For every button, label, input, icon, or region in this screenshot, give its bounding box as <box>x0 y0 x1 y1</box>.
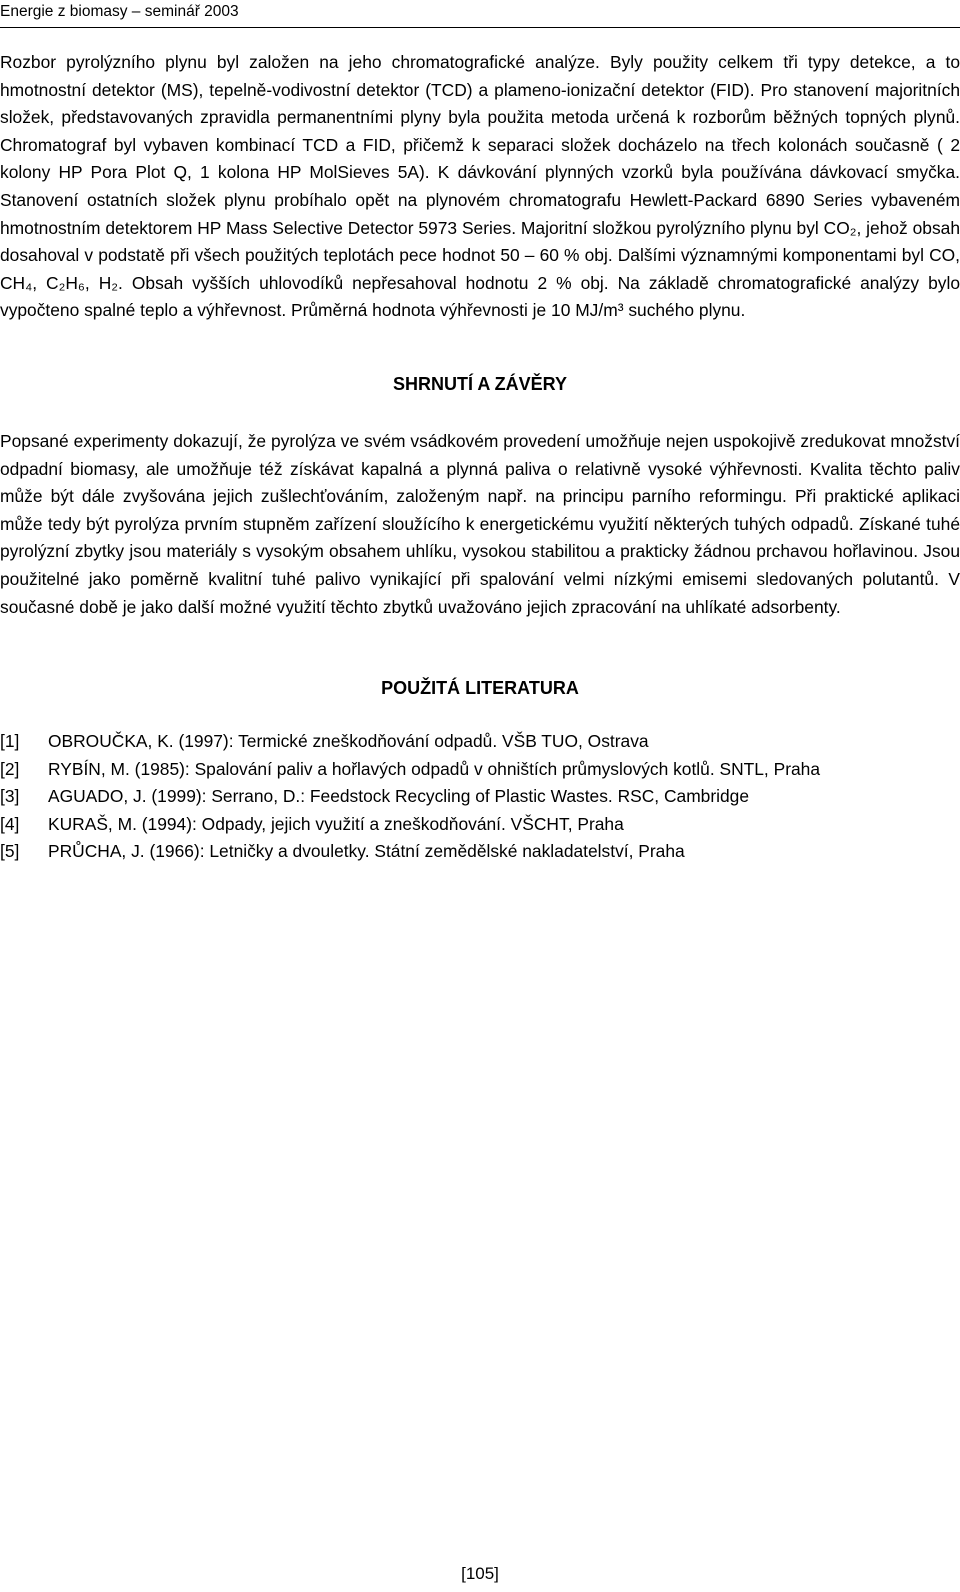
reference-number: [2] <box>0 758 20 779</box>
reference-number: [4] <box>0 813 20 834</box>
reference-number: [5] <box>0 841 20 862</box>
reference-item <box>0 783 960 811</box>
reference-list <box>0 728 960 866</box>
reference-number: [1] <box>0 731 20 751</box>
reference-text: KURAŠ, M. (1994): Odpady, jejich využití a zneškodňování. VŠCHT, Praha <box>48 813 624 834</box>
reference-text: PRŮCHA, J. (1966): Letničky a dvouletky. Státní zemědělské nakladatelství, Praha <box>48 841 685 862</box>
section-heading-references: POUŽITÁ LITERATURA <box>381 678 579 698</box>
page-number: [105] <box>461 1564 499 1583</box>
body-paragraph-conclusions: Popsané experimenty dokazují, že pyrolýza ve svém vsádkovém provedení umožňuje nejen uspokojivě zredukovat množství odpadní biomasy, ale umožňuje též získávat kapalná a plynná paliva o relativně vysoké výhřevnosti. Kvalita těchto paliv může být dále zvyšována jejich zušlechťováním, založeným např. na principu parního reformingu. Při praktické aplikaci může tedy být pyrolýza prvním stupněm zařízení sloužícího k energetickému využití některých tuhých odpadů. Získané tuhé pyrolýzní zbytky jsou materiály s vysokým obsahem uhlíku, vysokou stabilitou a prakticky žádnou prchavou hořlavinou. Jsou použitelné jako poměrně kvalitní tuhé palivo vynikající při spalování velmi nízkými emisemi sledovaných polutantů. V současné době je jako další možné využití těchto zbytků uvažováno jejich zpracování na uhlíkaté adsorbenty. <box>0 431 960 617</box>
running-header: Energie z biomasy – seminář 2003 <box>0 3 239 20</box>
section-heading-summary: SHRNUTÍ A ZÁVĚRY <box>392 374 567 394</box>
reference-number: [3] <box>0 786 20 807</box>
reference-text: RYBÍN, M. (1985): Spalování paliv a hořlavých odpadů v ohništích průmyslových kotlů. SNTL, Praha <box>48 758 821 779</box>
reference-item <box>0 728 960 756</box>
header-divider <box>0 27 960 28</box>
body-paragraph-analysis: Rozbor pyrolýzního plynu byl založen na jeho chromatografické analýze. Byly použity celkem tři typy detekce, a to hmotnostní detektor (MS), tepelně-vodivostní detektor (TCD) a plameno-ionizační detektor (FID). Pro stanovení majoritních složek, představovaných zpravidla permanentními plyny byla použita metoda určená k rozborům běžných topných plynů. Chromatograf byl vybaven kombinací TCD a FID, přičemž k separaci složek docházelo na třech kolonách současně ( 2 kolony HP Pora Plot Q, 1 kolona HP MolSieves 5A). K dávkování plynných vzorků byla používána dávkovací smyčka. Stanovení ostatních složek plynu probíhalo opět na plynovém chromatografu Hewlett-Packard 6890 Series vybaveném hmotnostním detektorem HP Mass Selective Detector 5973 Series. Majoritní složkou pyrolýzního plynu byl CO₂, jehož obsah dosahoval v podstatě při všech použitých teplotách pece hodnot 50 – 60 % obj. Dalšími významnými komponentami byl CO, CH₄, C₂H₆, H₂. Obsah vyšších uhlovodíků nepřesahoval hodnotu 2 % obj. Na základě chromatografické analýzy bylo vypočteno spalné teplo a výhřevnost. Průměrná hodnota výhřevnosti je 10 MJ/m³ suchého plynu. <box>0 52 960 321</box>
reference-item <box>0 756 960 784</box>
reference-text: OBROUČKA, K. (1997): Termické zneškodňování odpadů. VŠB TUO, Ostrava <box>48 731 649 751</box>
reference-item <box>0 811 960 839</box>
reference-text: AGUADO, J. (1999): Serrano, D.: Feedstock Recycling of Plastic Wastes. RSC, Cambridge <box>48 786 750 807</box>
reference-item <box>0 838 960 866</box>
